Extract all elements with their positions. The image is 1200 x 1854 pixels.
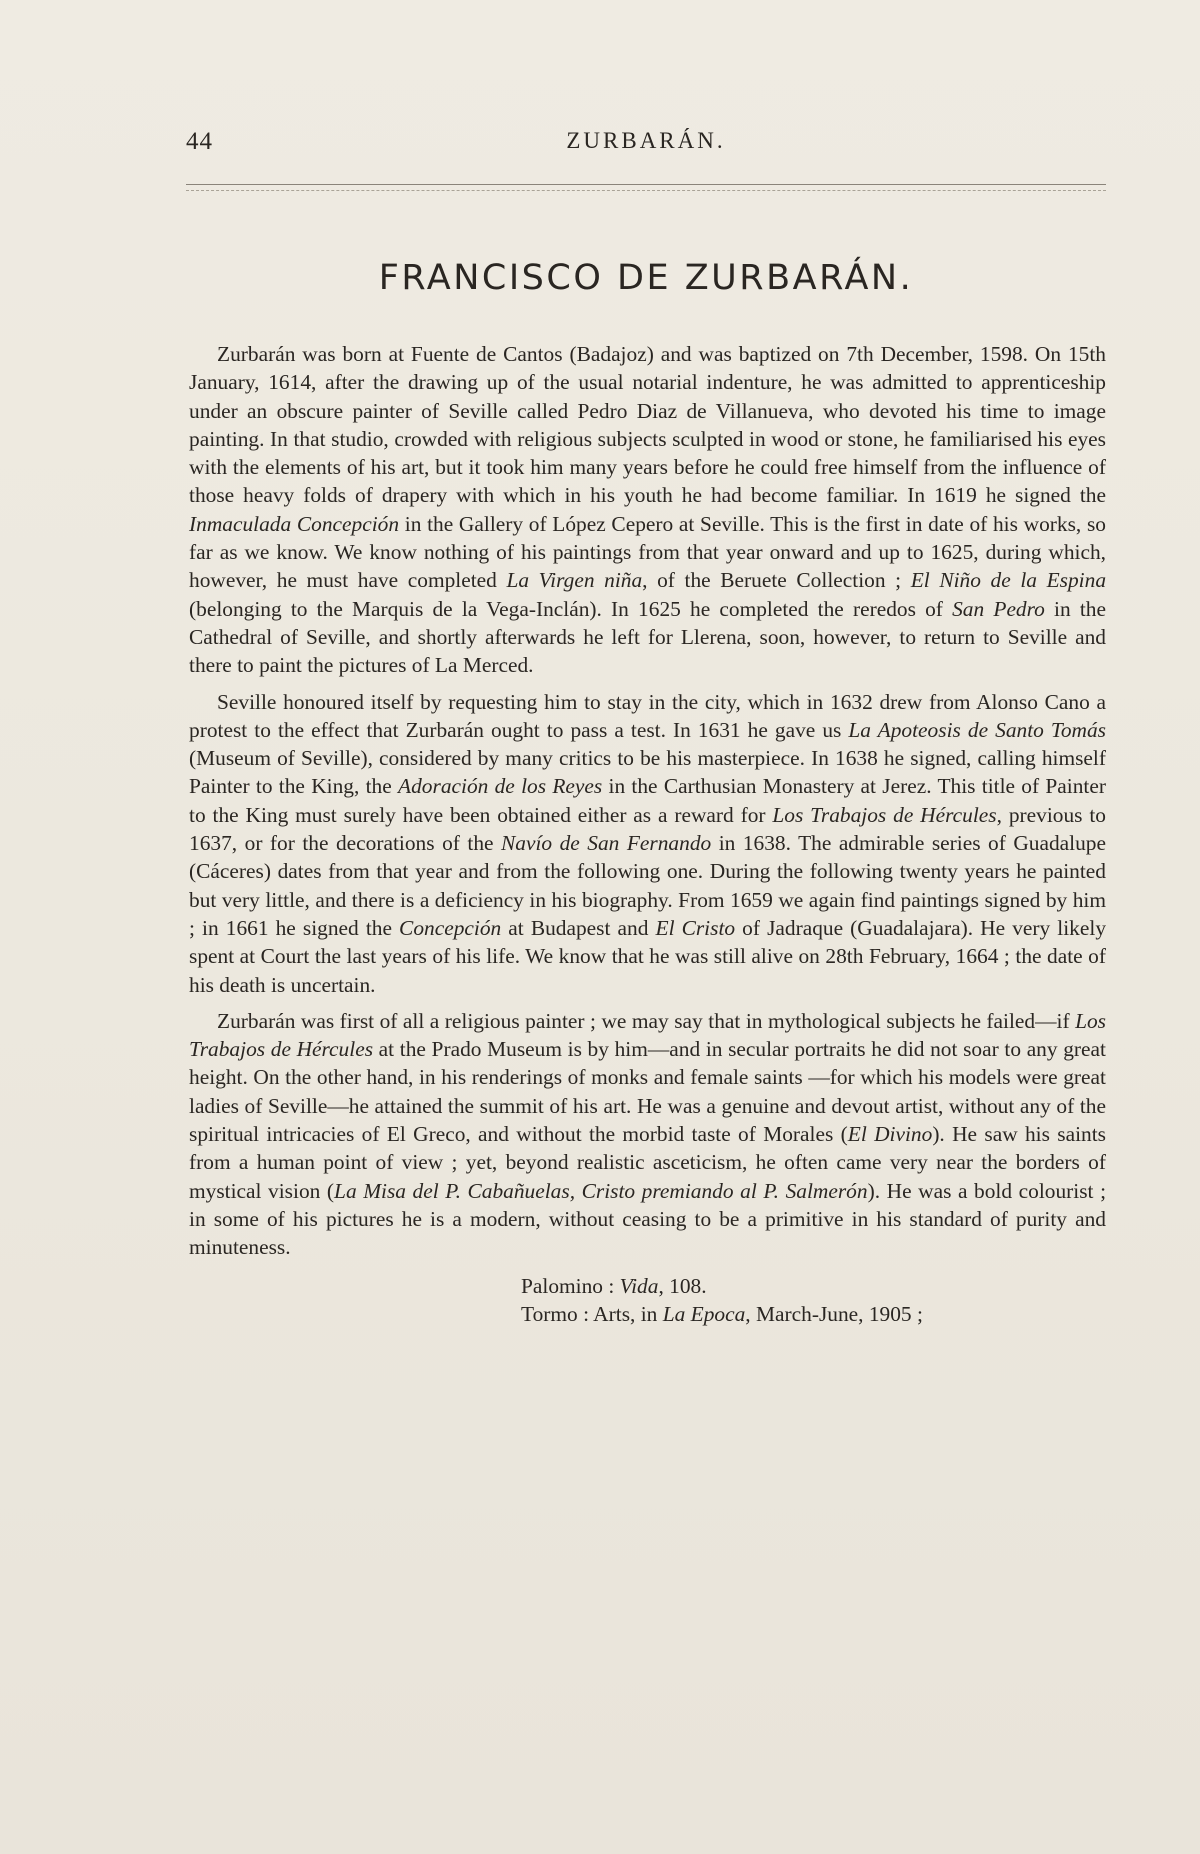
text-run: at the Prado Museum is by him—and in secular portraits he did not soar to any great height. On the other hand, in his renderings of monks and female saints —for which his models were great ladies of Seville—he attained the summit of his art. He was a genuine and devout artist, without any of the spiritual intricacies of El Greco, and without the morbid taste of Morales (: [189, 1037, 1106, 1147]
text-run: , March-June, 1905 ;: [745, 1301, 923, 1326]
text-run: of Jadraque (Guadalajara). He very likely spent at Court the last years of his life. We know that he was still alive on 28th February, 1664 ; the date of his death is uncertain.: [189, 915, 1107, 997]
work-title: El Niño de la Espina: [910, 568, 1107, 593]
header-rule: [186, 184, 1106, 185]
text-run: ). He saw his saints from a human point of view ; yet, beyond realistic asceticism, he often came very near the borders of mystical vision (: [189, 1122, 1106, 1203]
page-number: 44: [186, 128, 213, 155]
work-title: Concepción: [399, 915, 502, 940]
work-title: San Pedro: [952, 596, 1045, 621]
work-title: El Cristo: [655, 915, 736, 940]
text-run: , previous to 1637, or for the decorations of the: [189, 802, 1106, 856]
work-title: Adoración de los Reyes: [398, 774, 603, 799]
reference-palomino: [521, 1272, 1106, 1300]
work-title: Inmaculada Concepción: [189, 511, 400, 536]
text-run: in the Gallery of López Cepero at Seville. This is the first in date of his works, so far as we know. We know nothing of his paintings from that year onward and up to 1625, during which, however, he must have completed: [189, 511, 1106, 593]
text-run: (belonging to the Marquis de la Vega-Inclán). In 1625 he completed the reredos of: [189, 596, 953, 621]
work-title: La Misa del P. Cabañuelas, Cristo premiando al P. Salmerón: [334, 1178, 868, 1203]
work-title: La Epoca: [662, 1301, 746, 1326]
header-rule-secondary: [186, 190, 1106, 191]
text-run: Zurbarán was born at Fuente de Cantos (Badajoz) and was baptized on 7th December, 1598. On 15th January, 1614, after the drawing up of the usual notarial indenture, he was admitted to apprenticeship under an obscure painter of Seville called Pedro Diaz de Villanueva, who devoted his time to image painting. In that studio, crowded with religious subjects sculpted in wood or stone, he familiarised his eyes with the elements of his art, but it took him many years before he could free himself from the influence of those heavy folds of drapery with which in his youth he had become familiar. In 1619 he signed the: [189, 342, 1106, 508]
text-run: in the Carthusian Monastery at Jerez. This title of Painter to the King must surely have been obtained either as a reward for: [189, 774, 1106, 827]
work-title: Los Trabajos de Hércules: [189, 1008, 1106, 1062]
paragraph-3: [189, 1007, 1106, 1262]
references: [189, 1272, 1106, 1329]
text-run: Palomino :: [521, 1273, 620, 1298]
text-run: Seville honoured itself by requesting him to stay in the city, which in 1632 drew from Alonso Cano a protest to the effect that Zurbarán ought to pass a test. In 1631 he gave us: [189, 689, 1106, 742]
paragraph-1: [189, 340, 1106, 680]
running-head: [186, 128, 1106, 164]
text-run: Zurbarán was first of all a religious painter ; we may say that in mythological subjects he failed—if: [217, 1008, 1076, 1033]
text-run: in 1638. The admirable series of Guadalupe (Cáceres) dates from that year and from the following one. During the following twenty years he painted but very little, and there is a deficiency in his biography. From 1659 we again find paintings signed by him ; in 1661 he signed the: [189, 831, 1106, 940]
reference-tormo: [521, 1300, 1106, 1328]
work-title: El Divino: [847, 1122, 933, 1147]
text-run: , of the Beruete Collection ;: [642, 568, 911, 593]
text-run: at Budapest and: [501, 915, 656, 940]
running-title: ZURBARÁN.: [566, 128, 726, 153]
text-run: in the Cathedral of Seville, and shortly afterwards he left for Llerena, soon, however, to return to Seville and there to paint the pictures of La Merced.: [189, 596, 1106, 678]
work-title: Vida: [619, 1273, 659, 1298]
work-title: Los Trabajos de Hércules: [772, 802, 997, 827]
article-body: [189, 340, 1106, 1328]
paragraph-2: [189, 688, 1106, 999]
text-run: (Museum of Seville), considered by many critics to be his masterpiece. In 1638 he signed, calling himself Painter to the King, the: [189, 746, 1106, 799]
work-title: La Apoteosis de Santo Tomás: [848, 717, 1106, 742]
work-title: Navío de San Fernando: [501, 831, 712, 856]
text-run: Tormo : Arts, in: [521, 1301, 663, 1326]
article-title: FRANCISCO DE ZURBARÁN.: [378, 258, 914, 298]
text-run: ). He was a bold colourist ; in some of his pictures he is a modern, without ceasing to be a primitive in his standard of purity and minuteness.: [189, 1178, 1107, 1260]
work-title: La Virgen niña: [506, 568, 643, 593]
text-run: , 108.: [658, 1273, 707, 1298]
